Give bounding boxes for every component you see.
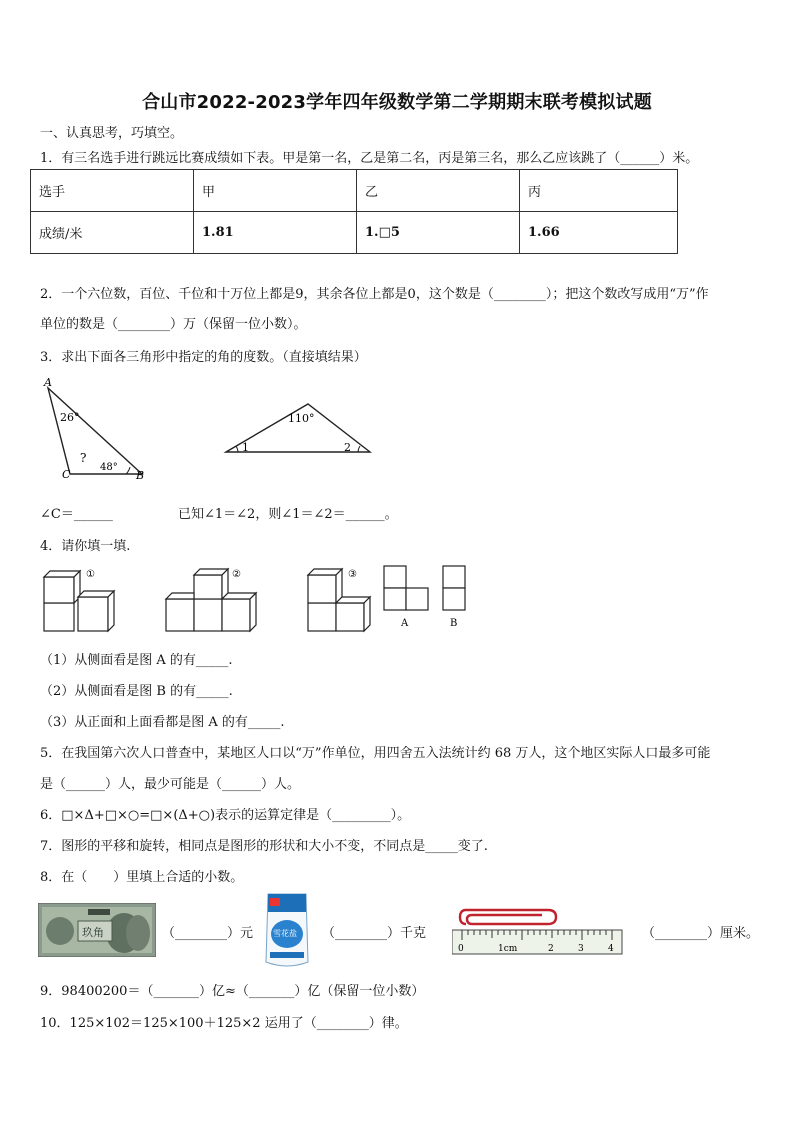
score-table [30,169,678,254]
angle-a: 26° [60,411,80,424]
ruler-tick-0: 0 [458,944,464,954]
page-title: 合山市2022-2023学年四年级数学第二学期期末联考模拟试题 [142,92,652,113]
unknown-angle: ? [80,451,87,465]
view-label-a: A [401,618,409,629]
question-4-part-2: （2）从侧面看是图 B 的有_____. [40,684,233,699]
angle-b: 48° [100,462,118,473]
table-row [31,212,678,254]
question-2-line1: 2．一个六位数，百位、千位和十万位上都是9，其余各位上都是0，这个数是（________）；把这个数改写成用“万”作 [40,287,709,302]
table-cell: 丙 [520,170,678,212]
figure-label-3: ③ [348,569,357,580]
table-cell: 1.81 [194,212,357,254]
ruler-tick-2: 2 [548,944,554,954]
table-row [31,170,678,212]
view-label-b: B [450,618,458,629]
table-cell: 成绩/米 [31,212,194,254]
question-7: 7．图形的平移和旋转，相同点是图形的形状和大小不变，不同点是_____变了. [40,839,488,854]
question-4-part-1: （1）从侧面看是图 A 的有_____. [40,653,233,668]
figure-label-1: ① [86,569,95,580]
table-cell: 选手 [31,170,194,212]
question-2-line2: 单位的数是（________）万（保留一位小数）。 [40,317,307,332]
answer-angle-c: ∠C＝______ [40,507,113,522]
triangle-1-figure [34,374,154,484]
blank-centimeter: （________）厘米。 [642,926,760,941]
section-heading: 一、认真思考，巧填空。 [40,126,184,141]
question-6: 6．□×Δ+□×○=□×(Δ+○)表示的运算定律是（_________）。 [40,808,411,823]
label-c: C [62,468,71,481]
blank-yuan: （________）元 [162,926,254,941]
table-cell: 1.66 [520,212,678,254]
banknote-text: 玖角 [82,926,104,939]
view-b-figure [441,564,469,630]
question-9: 9．98400200＝（_______）亿≈（_______）亿（保留一位小数） [40,984,425,999]
angle-2: 2 [344,441,351,454]
cube-figure-3 [304,563,374,633]
paperclip-ruler-image [452,900,630,958]
question-8: 8．在（ ）里填上合适的小数。 [40,870,244,885]
table-cell: 甲 [194,170,357,212]
question-4: 4．请你填一填. [40,539,131,554]
question-1: 1．有三名选手进行跳远比赛成绩如下表。甲是第一名，乙是第二名，丙是第三名，那么乙应该跳了（______）米。 [40,151,699,166]
ruler-tick-4: 4 [608,944,614,954]
ruler-tick-3: 3 [578,944,584,954]
ruler-tick-1: 1cm [498,944,518,954]
question-4-part-3: （3）从正面和上面看都是图 A 的有_____. [40,715,285,730]
label-a: A [44,376,52,389]
cube-figure-2 [162,565,262,633]
table-cell: 1.□5 [357,212,520,254]
question-5-line2: 是（______）人，最少可能是（______）人。 [40,777,301,792]
answer-angles-1-2: 已知∠1＝∠2，则∠1＝∠2＝______。 [178,507,398,522]
angle-top: 110° [288,412,315,425]
question-10: 10．125×102＝125×100＋125×2 运用了（________）律。 [40,1016,408,1031]
angle-1: 1 [242,441,249,454]
triangle-2-figure [222,400,374,458]
cube-figure-1 [40,565,122,633]
label-b: B [136,469,145,482]
view-a-figure [382,564,432,630]
question-3: 3．求出下面各三角形中指定的角的度数。（直接填结果） [40,350,367,365]
blank-kilogram: （________）千克 [322,926,427,941]
salt-bag-image [262,890,312,970]
salt-text: 雪花盐 [273,929,297,938]
table-cell: 乙 [357,170,520,212]
banknote-image [38,903,156,957]
question-5-line1: 5．在我国第六次人口普查中，某地区人口以“万”作单位，用四舍五入法统计约 68 万人，这个地区实际人口最多可能 [40,746,711,761]
figure-label-2: ② [232,569,241,580]
